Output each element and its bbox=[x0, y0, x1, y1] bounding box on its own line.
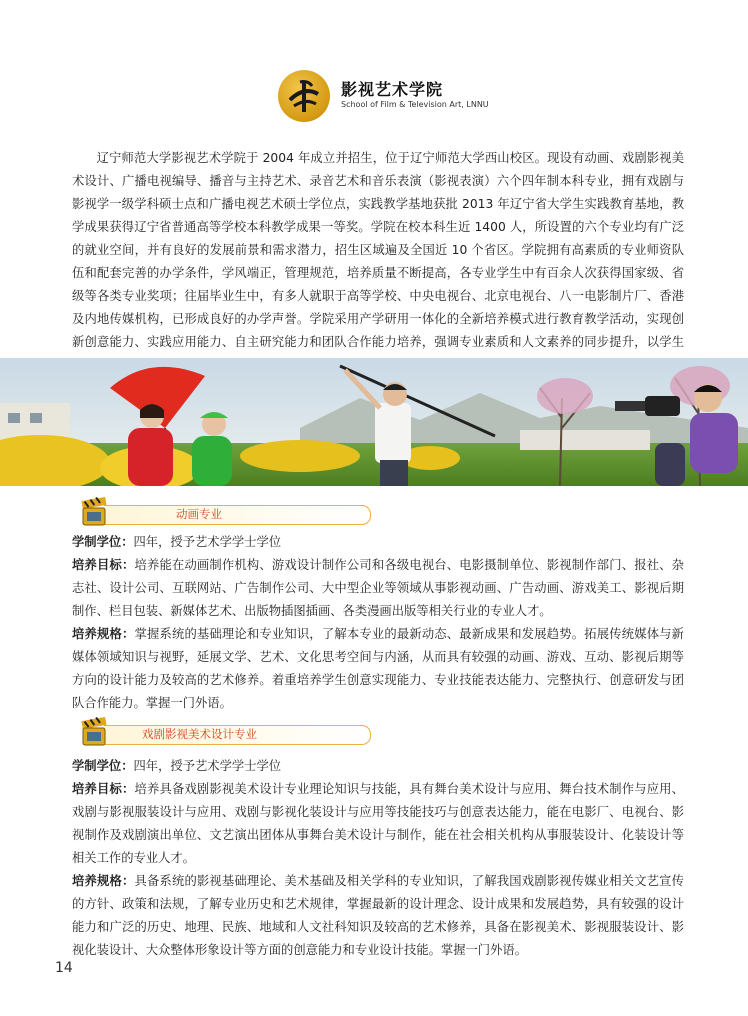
school-logo bbox=[278, 70, 330, 122]
section-title: 动画专业 bbox=[176, 507, 222, 521]
page-number: 14 bbox=[55, 960, 73, 976]
goal-value: 培养能在动画制作机构、游戏设计制作公司和各级电视台、电影摄制单位、影视制作部门、报社、杂志社、设计公司、互联网站、广告制作公司、大中型企业等领域从事影视动画、广告动画、游戏美工、影视后期制作、栏目包装、新媒体艺术、出版物插图插画、各类漫画出版等相关行业的专业人才。 bbox=[72, 558, 684, 618]
duration-label: 学制学位： bbox=[72, 759, 134, 773]
duration-value: 四年，授予艺术学学士学位 bbox=[133, 759, 282, 773]
film-clapper-icon bbox=[80, 497, 108, 527]
school-name-en: School of Film & Television Art, LNNU bbox=[341, 100, 489, 109]
spec-row bbox=[72, 870, 684, 962]
section-info-drama-design bbox=[72, 755, 684, 962]
logo-emblem-icon bbox=[278, 70, 330, 122]
duration-row bbox=[72, 531, 684, 554]
goal-label: 培养目标： bbox=[72, 782, 135, 796]
section-banner-animation bbox=[80, 497, 380, 527]
goal-row bbox=[72, 778, 684, 870]
goal-row bbox=[72, 554, 684, 623]
section-banner-drama-design bbox=[80, 717, 380, 747]
section-title: 戏剧影视美术设计专业 bbox=[142, 727, 257, 741]
banner-bar bbox=[104, 505, 371, 525]
section-info-animation bbox=[72, 531, 684, 715]
campus-photo-strip bbox=[0, 358, 748, 486]
goal-value: 培养具备戏剧影视美术设计专业理论知识与技能，具有舞台美术设计与应用、舞台技术制作与应用、戏剧与影视服装设计与应用、戏剧与影视化装设计与应用等技能技巧与创意表达能力，能在电影厂、电视台、影视制作及戏剧演出单位、文艺演出团体从事舞台美术设计与制作，能在社会相关机构从事服装设计、化装设计等相关工作的专业人才。 bbox=[72, 782, 684, 865]
spec-label: 培养规格： bbox=[72, 627, 135, 641]
film-clapper-icon bbox=[80, 717, 108, 747]
duration-row bbox=[72, 755, 684, 778]
spec-label: 培养规格： bbox=[72, 874, 135, 888]
intro-paragraph: 辽宁师范大学影视艺术学院于 2004 年成立并招生，位于辽宁师范大学西山校区。现设有动画、戏剧影视美术设计、广播电视编导、播音与主持艺术、录音艺术和音乐表演（影视表演）六个四年制本科专业，拥有戏剧与影视学一级学科硕士点和广播电视艺术硕士学位点，实践教学基地获批 2013 年辽宁省大学生实践教育基地，教学成果获得辽宁省普通高等学校本科教学成果一等奖。学院在校本科生近 1400 人，所设置的六个专业均有广泛的就业空间，并有良好的发展前景和需求潜力，招生区域遍及全国近 10 个省区。学院拥有高素质的专业师资队伍和配套完善的办学条件，学风端正，管理规范，培养质量不断提高，各专业学生中有百余人次获得国家级、省级等各类专业奖项；往届毕业生中，有多人就职于高等学校、中央电视台、北京电视台、八一电影制片厂、香港及内地传媒机构，已形成良好的办学声誉。学院采用产学研用一体化的全新培养模式进行教育教学活动，实现创新创意能力、实践应用能力、自主研究能力和团队合作能力培养，强调专业素质和人文素养的同步提升，以学生 bbox=[72, 151, 684, 349]
spec-row bbox=[72, 623, 684, 715]
goal-label: 培养目标： bbox=[72, 558, 135, 572]
duration-value: 四年，授予艺术学学士学位 bbox=[133, 535, 282, 549]
duration-label: 学制学位： bbox=[72, 535, 134, 549]
spec-value: 具备系统的影视基础理论、美术基础及相关学科的专业知识，了解我国戏剧影视传媒业相关文艺宣传的方针、政策和法规，了解专业历史和艺术规律，掌握最新的设计理念、设计成果和发展趋势，具有较强的设计能力和广泛的历史、地理、民族、地域和人文社科知识及较高的艺术修养，具备在影视美术、影视服装设计、影视化装设计、大众整体形象设计等方面的创意能力和专业设计技能。掌握一门外语。 bbox=[72, 874, 684, 957]
spec-value: 掌握系统的基础理论和专业知识，了解本专业的最新动态、最新成果和发展趋势。拓展传统媒体与新媒体领域知识与视野，延展文学、艺术、文化思考空间与内涵，从而具有较强的动画、游戏、互动、影视后期等方向的设计能力及较高的艺术修养。着重培养学生创意实现能力、专业技能表达能力、完整执行、创意研发与团队合作能力。掌握一门外语。 bbox=[72, 627, 684, 710]
school-name-cn: 影视艺术学院 bbox=[341, 80, 444, 99]
